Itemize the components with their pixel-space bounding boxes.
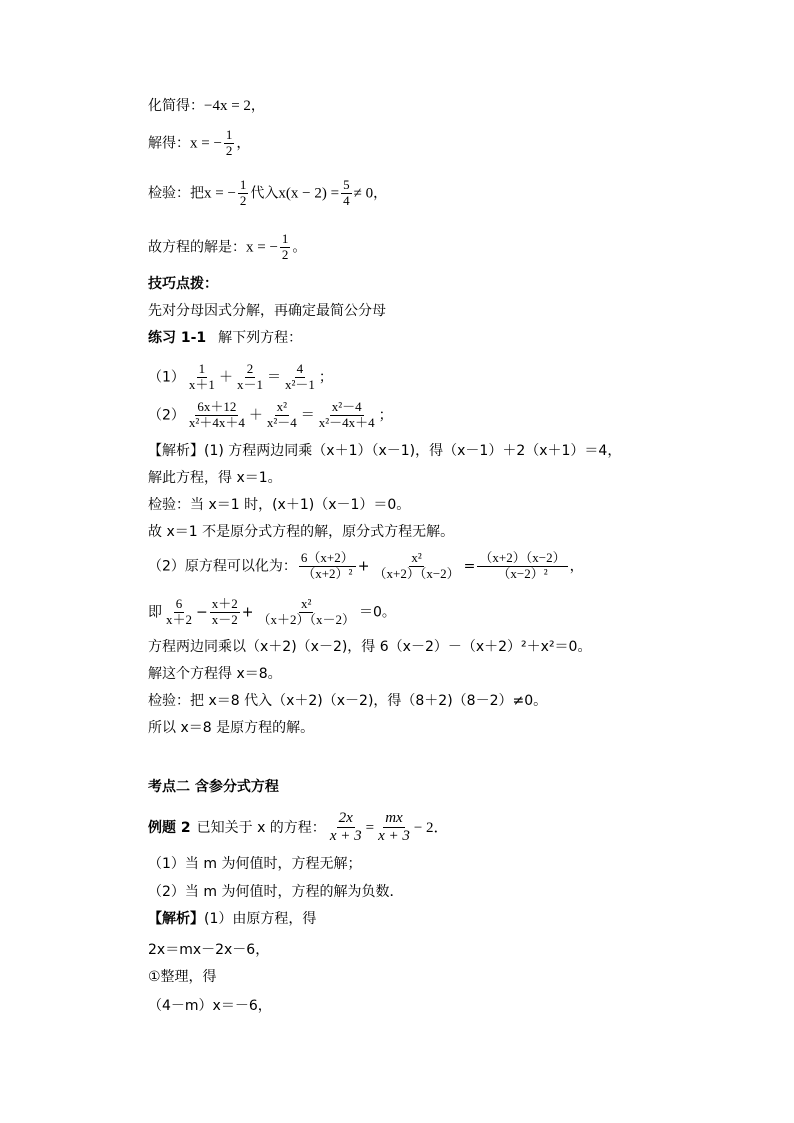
- answer-tag: 【解析】: [148, 911, 204, 927]
- numerator: 2: [246, 361, 254, 376]
- fraction: [187, 400, 247, 431]
- text-punct: ；: [378, 407, 393, 424]
- example-text: 已知关于 x 的方程：: [196, 819, 326, 836]
- numerator: 1: [281, 231, 289, 246]
- line-conclusion: [148, 232, 306, 263]
- equals-sign: =: [463, 558, 476, 575]
- answer-line-4: （4－m）x＝－6，: [148, 998, 272, 1014]
- numerator: x²－4: [331, 399, 362, 414]
- fraction: [224, 128, 235, 159]
- example-title: 例题 2: [148, 819, 191, 836]
- text-punct: ＝0。: [359, 604, 396, 621]
- numerator: 1: [198, 361, 206, 376]
- fraction: [376, 810, 412, 846]
- fraction: [256, 597, 358, 628]
- practice-text: 解下列方程：: [218, 330, 303, 346]
- answer-line-2: 2x＝mx－2x－6，: [148, 942, 270, 958]
- denominator: 2: [239, 192, 247, 208]
- denominator: 4: [343, 192, 350, 208]
- denominator: （x+2）²: [302, 565, 353, 581]
- text-label: 解得：: [148, 135, 190, 152]
- numerator: 4: [296, 361, 304, 376]
- numerator: 1: [239, 177, 247, 192]
- text-punct: ；: [318, 369, 333, 386]
- tip-title: 技巧点拨：: [148, 276, 218, 292]
- denominator: 2: [225, 142, 233, 158]
- denominator: x－2: [211, 611, 238, 627]
- equation-lhs: x = −: [204, 185, 236, 202]
- numerator: x²: [411, 550, 422, 565]
- solution-line-9: 检验：把 x＝8 代入（x＋2)（x－2)，得（8＋2)（8－2）≠0。: [148, 693, 548, 709]
- text-punct: − 2．: [413, 819, 449, 836]
- example-2: [148, 810, 449, 846]
- operator: ＋: [248, 407, 263, 424]
- text-label: 故方程的解是：: [148, 239, 246, 256]
- numerator: 6: [175, 596, 183, 611]
- question-text: 当 m 为何值时，方程的解为负数．: [184, 884, 404, 900]
- numerator: 1: [225, 127, 233, 142]
- denominator: x＋2: [166, 611, 193, 627]
- equals-sign: ＝: [266, 369, 281, 386]
- solution-line-7: 方程两边同乘以（x＋2)（x－2)，得 6（x－2）－（x＋2）²＋x²＝0。: [148, 639, 592, 655]
- text-label: （2）原方程可以化为：: [148, 558, 297, 575]
- fraction: [477, 551, 567, 582]
- numerator: 5: [343, 177, 350, 192]
- equation-rhs: ≠ 0: [353, 185, 374, 202]
- equation: −4x = 2: [204, 98, 251, 114]
- line-check: [148, 178, 387, 209]
- denominator: x + 3: [329, 828, 362, 845]
- question-1: [148, 855, 361, 873]
- operator: +: [241, 604, 254, 621]
- answer-text: (1）由原方程，得: [204, 911, 317, 927]
- numerator: 2x: [337, 810, 355, 828]
- practice-heading: [148, 329, 302, 347]
- text-punct: ，: [250, 98, 265, 114]
- equals-sign: ＝: [300, 407, 315, 424]
- text-mid: 代入: [250, 185, 279, 202]
- denominator: x²－4x＋4: [318, 414, 375, 430]
- fraction: [164, 597, 194, 628]
- practice-title: 练习 1-1: [148, 330, 207, 346]
- fraction: [299, 551, 356, 582]
- text-label: 检验：把: [148, 185, 204, 202]
- denominator: （x＋2）（x－2）: [257, 611, 356, 627]
- text-punct: ，: [373, 185, 388, 202]
- fraction: [238, 178, 249, 209]
- text-label: 即: [148, 604, 162, 621]
- fraction: [372, 551, 462, 582]
- solution-line-6: [148, 597, 396, 628]
- equation-lhs: x = −: [246, 239, 278, 256]
- solution-line-3: 检验：当 x＝1 时，(x＋1)（x－1）＝0。: [148, 497, 411, 513]
- question-text: 当 m 为何值时，方程无解；: [184, 856, 362, 872]
- fraction: [317, 400, 377, 431]
- practice-eq-1: [148, 362, 333, 393]
- denominator: 2: [281, 246, 289, 262]
- fraction: [328, 810, 364, 846]
- text-punct: ，: [236, 135, 251, 152]
- solution-line-4: 故 x＝1 不是原分式方程的解，原分式方程无解。: [148, 524, 455, 540]
- numerator: 6x＋12: [197, 399, 237, 414]
- equals-sign: =: [365, 819, 375, 836]
- operator: −: [196, 604, 208, 621]
- fraction: [341, 178, 352, 209]
- text-punct: ，: [569, 558, 584, 575]
- item-index: （1）: [148, 369, 185, 386]
- solution-line-10: 所以 x＝8 是原方程的解。: [148, 720, 315, 736]
- operator: +: [357, 558, 370, 575]
- numerator: mx: [383, 810, 405, 828]
- denominator: x²－1: [284, 376, 315, 392]
- numerator: （x+2）（x−2）: [479, 550, 566, 565]
- section-title: 考点二 含参分式方程: [148, 779, 279, 795]
- numerator: 6（x+2）: [300, 550, 354, 565]
- numerator: x＋2: [211, 596, 238, 611]
- solution-line-8: 解这个方程得 x＝8。: [148, 666, 282, 682]
- text-punct: 。: [292, 239, 307, 256]
- fraction: [265, 400, 299, 431]
- item-index: （1）: [148, 856, 185, 872]
- denominator: （x+2）（x−2）: [373, 565, 460, 581]
- tip-text: 先对分母因式分解，再确定最简公分母: [148, 303, 386, 319]
- equation-lhs: x = −: [190, 135, 222, 152]
- denominator: x + 3: [378, 828, 410, 845]
- expression: x(x − 2) =: [278, 185, 340, 202]
- line-solve: [148, 128, 250, 159]
- answer-line-1: [148, 910, 316, 928]
- fraction: [280, 232, 291, 263]
- line-simplify: [148, 97, 265, 115]
- solution-line-5: [148, 551, 584, 582]
- item-index: （2）: [148, 407, 185, 424]
- denominator: x²＋4x＋4: [188, 414, 245, 430]
- fraction: [210, 597, 240, 628]
- question-2: [148, 883, 403, 901]
- practice-eq-2: [148, 400, 393, 431]
- solution-line-2: 解此方程，得 x＝1。: [148, 470, 282, 486]
- operator: ＋: [218, 369, 233, 386]
- denominator: （x−2）²: [497, 565, 548, 581]
- numerator: x²: [301, 596, 312, 611]
- text-label: 化简得：: [148, 98, 204, 114]
- item-index: （2）: [148, 884, 185, 900]
- denominator: x²－4: [266, 414, 297, 430]
- denominator: x＋1: [188, 376, 215, 392]
- fraction: [283, 362, 317, 393]
- fraction: [187, 362, 217, 393]
- numerator: x²: [276, 399, 287, 414]
- fraction: [235, 362, 265, 393]
- answer-line-3: ①整理，得: [148, 969, 217, 985]
- solution-line-1: 【解析】(1) 方程两边同乘（x＋1）（x－1)，得（x－1）＋2（x＋1）＝4，: [148, 443, 622, 459]
- denominator: x－1: [236, 376, 263, 392]
